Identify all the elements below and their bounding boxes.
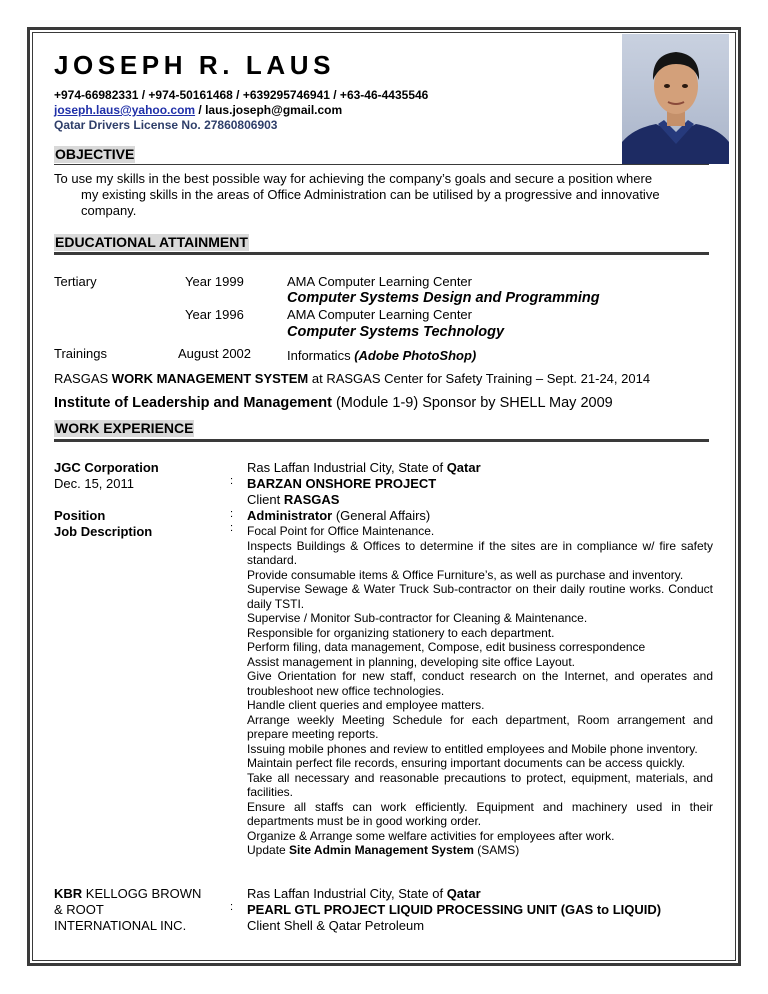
duty-item: Maintain perfect file records, ensuring important documents can be access quickly. — [247, 756, 685, 770]
job1-position — [247, 508, 430, 524]
last-duty-post: (SAMS) — [473, 843, 520, 857]
job1-client-bold: RASGAS — [283, 492, 340, 507]
training-date: August 2002 — [178, 346, 252, 361]
edu-school-1: AMA Computer Learning Center — [287, 274, 472, 289]
phone-numbers: +974-66982331 / +974-50161468 / +639295746941 / +63-46-4435546 — [54, 88, 429, 102]
job1-location-pre: Ras Laffan Industrial City, State of — [247, 460, 447, 475]
duty-item: Handle client queries and employee matters. — [247, 698, 485, 712]
job2-project: PEARL GTL PROJECT LIQUID PROCESSING UNIT (GAS to LIQUID) — [247, 902, 662, 917]
ilm-training — [54, 395, 613, 411]
training-entry — [287, 348, 476, 364]
duty-item: Supervise / Monitor Sub-contractor for Cleaning & Maintenance. — [247, 611, 588, 625]
job1-client-pre: Client — [247, 492, 284, 507]
training-org: Informatics — [287, 348, 355, 363]
job1-company: JGC Corporation — [54, 460, 159, 475]
duty-item: Give Orientation for new staff, conduct research on the Internet, and operates and troubleshoot new office technologies. — [247, 669, 713, 698]
job1-position-bold: Administrator — [247, 508, 333, 523]
email-line — [54, 103, 342, 117]
job2-company-line2: & ROOT — [54, 902, 104, 917]
job1-date: Dec. 15, 2011 — [54, 476, 134, 491]
job2-location-pre: Ras Laffan Industrial City, State of — [247, 886, 447, 901]
drivers-license: Qatar Drivers License No. 27860806903 — [54, 118, 278, 132]
trainings-label: Trainings — [54, 346, 107, 361]
tertiary-label: Tertiary — [54, 274, 97, 289]
job1-client — [247, 492, 339, 508]
job2-client: Client Shell & Qatar Petroleum — [247, 918, 425, 933]
position-label: Position — [54, 508, 106, 523]
duty-item: Arrange weekly Meeting Schedule for each department, Room arrangement and prepare meeting reports. — [247, 712, 713, 741]
job2-company-line3: INTERNATIONAL INC. — [54, 918, 187, 933]
edu-course-2: Computer Systems Technology — [287, 324, 505, 340]
duty-item: Issuing mobile phones and review to entitled employees and Mobile phone inventory. — [247, 741, 698, 756]
education-heading: EDUCATIONAL ATTAINMENT — [55, 234, 248, 250]
job1-date-colon: : — [230, 475, 234, 487]
job1-duties-list — [247, 524, 713, 858]
profile-photo-illustration — [622, 34, 729, 164]
candidate-name: JOSEPH R. LAUS — [54, 50, 336, 80]
duty-item: Perform filing, data management, Compose, edit business correspondence — [247, 640, 646, 654]
rasgas-training — [54, 371, 650, 387]
rasgas-post: at RASGAS Center for Safety Training – Sept. 21-24, 2014 — [308, 371, 651, 386]
objective-line-2: my existing skills in the areas of Office Administration can be utilised by a progressive and innovative company. — [81, 187, 660, 218]
ilm-post: (Module 1-9) Sponsor by SHELL May 2009 — [331, 395, 613, 411]
edu-year-1: Year 1999 — [185, 274, 244, 289]
job2-company — [54, 886, 201, 902]
ilm-bold: Institute of Leadership and Management — [54, 395, 332, 411]
job-description-colon: : — [230, 522, 234, 534]
job2-colon: : — [230, 901, 234, 913]
education-rule — [54, 252, 709, 255]
work-heading: WORK EXPERIENCE — [55, 420, 194, 436]
edu-year-2: Year 1996 — [185, 307, 244, 322]
duty-item: Focal Point for Office Maintenance. — [247, 524, 435, 538]
job2-location-bold: Qatar — [446, 886, 481, 901]
position-colon: : — [230, 508, 234, 520]
email-separator: / — [195, 103, 206, 117]
email-secondary: laus.joseph@gmail.com — [205, 103, 343, 117]
edu-course-1: Computer Systems Design and Programming — [287, 290, 600, 306]
job1-location — [247, 460, 481, 476]
rasgas-bold: WORK MANAGEMENT SYSTEM — [111, 371, 309, 386]
duty-item: Supervise Sewage & Water Truck Sub-contractor on their daily routine works. Conduct daily TSTI. — [247, 582, 713, 611]
duty-item: Inspects Buildings & Offices to determine if the sites are in compliance w/ fire safety standard. — [247, 538, 713, 567]
job1-position-post: (General Affairs) — [332, 508, 431, 523]
duty-item: Provide consumable items & Office Furniture’s, as well as purchase and inventory. — [247, 567, 684, 582]
duty-item: Responsible for organizing stationery to each department. — [247, 625, 555, 640]
job1-project: BARZAN ONSHORE PROJECT — [247, 476, 437, 491]
duty-item: Ensure all staffs can work efficiently. Equipment and machinery used in their departments must be in good working order. — [247, 799, 713, 828]
job2-location — [247, 886, 481, 902]
duty-item-last — [247, 843, 713, 858]
objective-line-1: To use my skills in the best possible way for achieving the company’s goals and secure a position where — [54, 171, 653, 186]
edu-school-2: AMA Computer Learning Center — [287, 307, 472, 322]
work-rule — [54, 439, 709, 442]
profile-photo — [622, 34, 729, 164]
job2-company-post: KELLOGG BROWN — [82, 886, 202, 901]
objective-text — [54, 171, 714, 219]
job1-location-bold: Qatar — [446, 460, 481, 475]
duty-item: Take all necessary and reasonable precautions to protect, equipment, materials, and facilities. — [247, 770, 713, 799]
email-primary-link[interactable]: joseph.laus@yahoo.com — [54, 103, 196, 117]
job2-company-bold: KBR — [54, 886, 83, 901]
training-course: (Adobe PhotoShop) — [354, 348, 477, 363]
objective-heading: OBJECTIVE — [55, 146, 135, 162]
last-duty-pre: Update — [247, 843, 290, 857]
duty-item: Organize & Arrange some welfare activities for employees after work. — [247, 828, 615, 843]
job-description-label: Job Description — [54, 524, 153, 539]
objective-rule — [54, 164, 709, 165]
rasgas-pre: RASGAS — [54, 371, 112, 386]
last-duty-bold: Site Admin Management System — [289, 843, 474, 857]
duty-item: Assist management in planning, developing site office Layout. — [247, 654, 575, 669]
